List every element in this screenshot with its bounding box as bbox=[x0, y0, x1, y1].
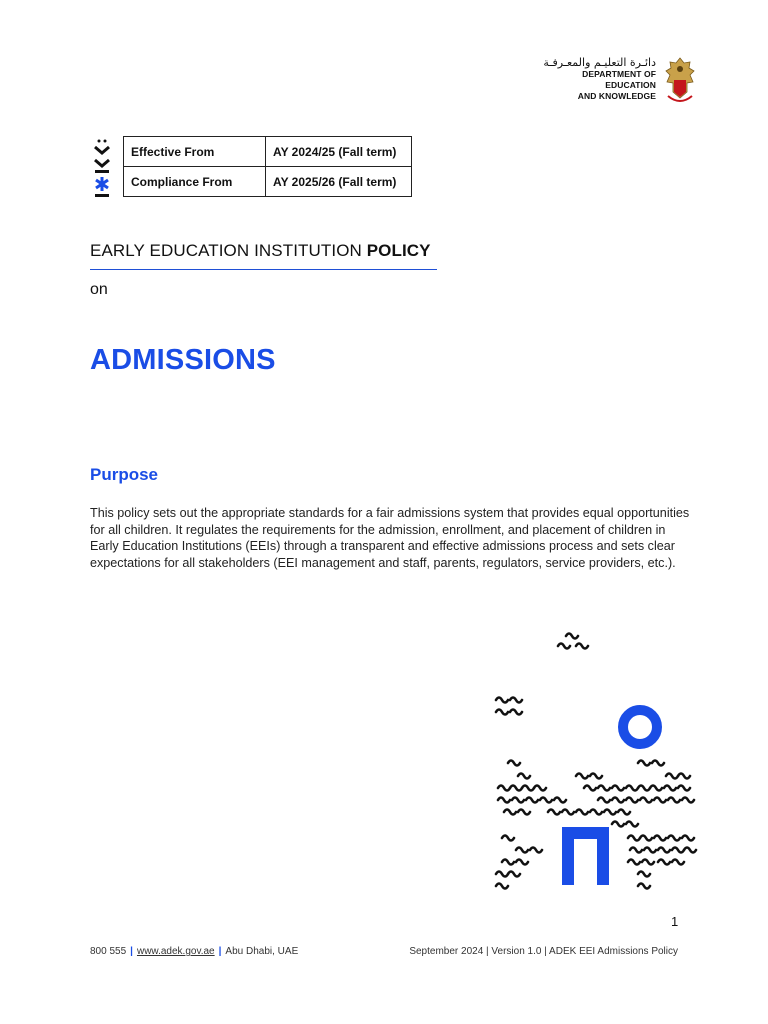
wave-mark bbox=[590, 774, 602, 779]
wave-mark bbox=[496, 884, 508, 889]
wave-mark bbox=[642, 860, 654, 865]
wave-mark bbox=[504, 810, 516, 815]
wave-mark bbox=[668, 836, 680, 841]
page-number: 1 bbox=[671, 914, 679, 929]
wave-mark bbox=[668, 798, 680, 803]
wave-mark bbox=[630, 848, 642, 853]
wave-mark bbox=[684, 848, 696, 853]
policy-type-line bbox=[90, 241, 431, 261]
table-row bbox=[124, 167, 412, 197]
footer-separator: | bbox=[218, 946, 222, 957]
wave-mark bbox=[534, 786, 546, 791]
wave-mark bbox=[650, 786, 662, 791]
wave-mark bbox=[618, 810, 630, 815]
wave-mark bbox=[508, 761, 520, 766]
wave-mark bbox=[510, 698, 522, 703]
wave-mark bbox=[626, 822, 638, 827]
wave-mark bbox=[496, 698, 508, 703]
wave-mark bbox=[666, 774, 678, 779]
wave-mark bbox=[612, 822, 624, 827]
wave-mark bbox=[612, 786, 624, 791]
wave-mark bbox=[638, 872, 650, 877]
policy-on-text: on bbox=[90, 281, 108, 298]
wave-mark bbox=[576, 644, 588, 649]
wave-mark bbox=[584, 786, 596, 791]
wave-mark bbox=[590, 810, 602, 815]
wave-mark bbox=[576, 774, 588, 779]
wave-mark bbox=[678, 786, 690, 791]
wave-mark bbox=[516, 848, 528, 853]
wave-mark bbox=[516, 860, 528, 865]
adek-header-logo bbox=[530, 56, 700, 108]
wave-mark bbox=[652, 761, 664, 766]
logo-arabic-name: دائـرة التعليـم والمعـرفـة bbox=[543, 56, 656, 69]
wave-mark bbox=[554, 798, 566, 803]
adek-vertical-logo-icon bbox=[92, 138, 112, 200]
page-title: ADMISSIONS bbox=[90, 344, 276, 376]
footer-location: Abu Dhabi, UAE bbox=[225, 946, 299, 957]
compliance-from-value: AY 2025/26 (Fall term) bbox=[266, 167, 412, 197]
wave-mark bbox=[508, 872, 520, 877]
wave-mark bbox=[498, 798, 510, 803]
effective-from-value: AY 2024/25 (Fall term) bbox=[266, 137, 412, 167]
wave-mark bbox=[530, 848, 542, 853]
purpose-paragraph: This policy sets out the appropriate standards for a fair admissions system that provides equal opportunities for all children. It regulates the requirements for the admission, enrollment, and placement of children in Early Education Institutions (EEIs) through a transparent and effective admissions process and sets clear expectations for all stakeholders (EEI management and staff, parents, regulators, service providers, etc.). bbox=[90, 506, 690, 570]
wave-mark bbox=[512, 798, 524, 803]
wave-mark bbox=[496, 710, 508, 715]
wave-mark bbox=[598, 786, 610, 791]
falcon-emblem-icon bbox=[660, 56, 700, 106]
logo-english-line-1: DEPARTMENT OF EDUCATION bbox=[582, 69, 656, 90]
footer-separator: | bbox=[130, 946, 133, 957]
dates-table bbox=[123, 136, 412, 197]
wave-mark bbox=[644, 848, 656, 853]
footer-phone: 800 555 bbox=[90, 946, 127, 957]
wave-mark bbox=[612, 798, 624, 803]
policy-type-bold: POLICY bbox=[366, 241, 431, 260]
wave-mark bbox=[598, 798, 610, 803]
wave-mark bbox=[638, 786, 650, 791]
wave-mark bbox=[658, 848, 670, 853]
wave-mark bbox=[522, 786, 534, 791]
adek-wave-pattern-icon bbox=[488, 615, 700, 895]
footer-contact bbox=[90, 946, 298, 957]
wave-mark bbox=[540, 798, 552, 803]
wave-mark bbox=[628, 860, 640, 865]
wave-mark bbox=[640, 798, 652, 803]
footer-document-info: September 2024 | Version 1.0 | ADEK EEI Admissions Policy bbox=[409, 946, 678, 957]
logo-text bbox=[530, 56, 656, 102]
wave-mark bbox=[518, 774, 530, 779]
wave-mark bbox=[526, 798, 538, 803]
wave-mark bbox=[510, 786, 522, 791]
wave-mark bbox=[562, 810, 574, 815]
wave-mark bbox=[502, 860, 514, 865]
wave-mark bbox=[654, 798, 666, 803]
wave-mark bbox=[626, 798, 638, 803]
wave-mark bbox=[682, 798, 694, 803]
wave-mark bbox=[518, 810, 530, 815]
wave-mark bbox=[678, 774, 690, 779]
wave-mark bbox=[654, 836, 666, 841]
wave-mark bbox=[672, 848, 684, 853]
wave-mark bbox=[628, 836, 640, 841]
wave-mark bbox=[604, 810, 616, 815]
logo-english-line-2: AND KNOWLEDGE bbox=[577, 91, 656, 101]
policy-type-prefix: EARLY EDUCATION INSTITUTION bbox=[90, 241, 367, 260]
wave-mark bbox=[638, 761, 650, 766]
wave-mark bbox=[664, 786, 676, 791]
wave-mark bbox=[626, 786, 638, 791]
wave-mark bbox=[496, 872, 508, 877]
footer-website-link[interactable]: www.adek.gov.ae bbox=[136, 946, 215, 957]
wave-mark bbox=[502, 836, 514, 841]
wave-mark bbox=[682, 836, 694, 841]
policy-divider bbox=[90, 269, 437, 270]
compliance-from-label: Compliance From bbox=[124, 167, 266, 197]
table-row bbox=[124, 137, 412, 167]
wave-mark bbox=[640, 836, 652, 841]
wave-mark bbox=[498, 786, 510, 791]
wave-mark bbox=[510, 710, 522, 715]
wave-mark bbox=[658, 860, 670, 865]
purpose-heading: Purpose bbox=[90, 465, 159, 484]
wave-mark bbox=[576, 810, 588, 815]
wave-mark bbox=[548, 810, 560, 815]
effective-from-label: Effective From bbox=[124, 137, 266, 167]
wave-mark bbox=[638, 884, 650, 889]
wave-mark bbox=[672, 860, 684, 865]
wave-mark bbox=[558, 644, 570, 649]
wave-mark bbox=[566, 634, 578, 639]
